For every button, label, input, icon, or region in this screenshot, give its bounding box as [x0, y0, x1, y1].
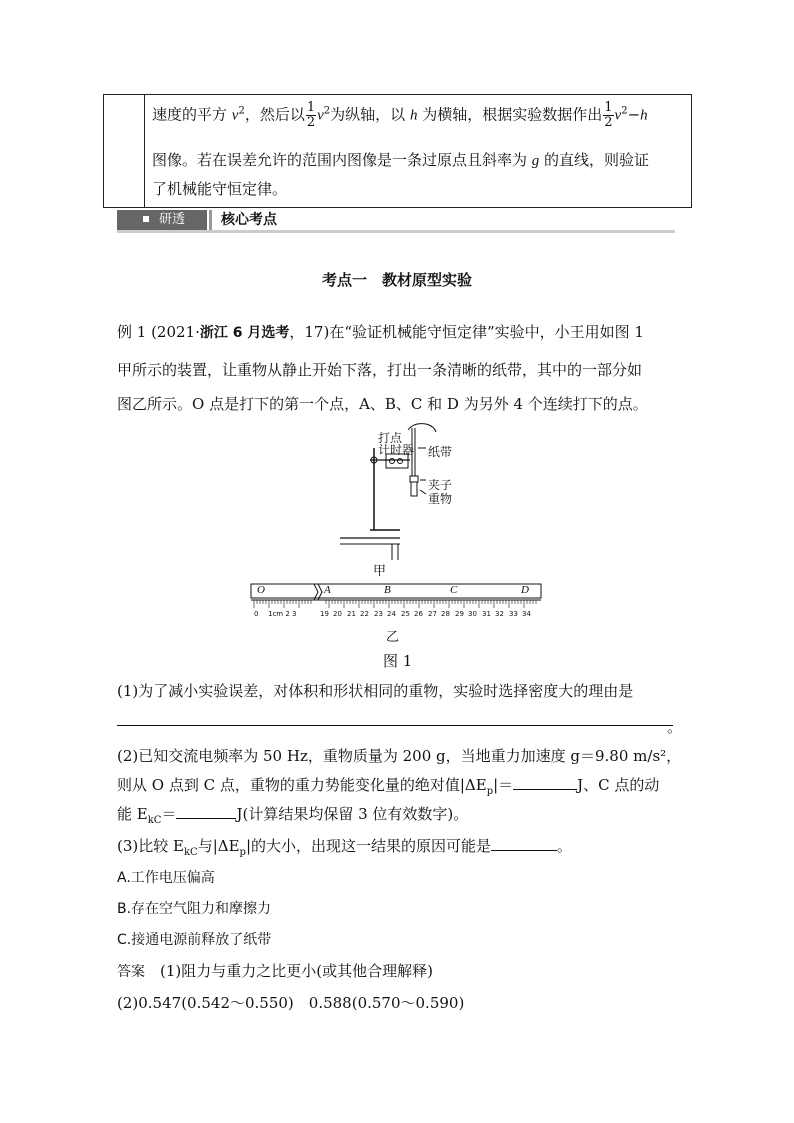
label-clip-weight: 夹子 重物	[428, 478, 453, 506]
text: −	[627, 105, 641, 124]
ruler-tick-label: 28	[441, 610, 450, 618]
question-2-line-3: 能 $E_{kC}= J$(计算结果均保留 3 位有效数字)。	[117, 805, 469, 826]
tape-point-d: D	[521, 584, 529, 596]
label-timer: 打点 计时器	[378, 431, 415, 457]
fraction-half: $\frac{1}{2}$	[604, 100, 613, 130]
var-v: v	[231, 107, 239, 124]
var-h: h	[640, 107, 648, 124]
table-line-1: 速度的平方 $v^2$，然后以 $\frac{1}{2}$ $v^2$为纵轴，以 h 为横轴，根据实验数据作出 $\frac{1}{2}$ $v^2-h$	[152, 100, 648, 130]
ruler-tick-label: 23	[374, 610, 383, 618]
tape-point-a: A	[324, 584, 331, 596]
blank-delta-ep[interactable]	[513, 788, 577, 790]
ruler-tick-label: 31	[482, 610, 491, 618]
example-line-2: 甲所示的装置，让重物从静止开始下落，打出一条清晰的纸带，其中的一部分如	[117, 361, 643, 379]
text: 速度的平方	[152, 105, 232, 124]
ruler-tick-label: 21	[347, 610, 356, 618]
ruler-tick-label: 1cm 2	[268, 610, 290, 618]
square-icon	[143, 216, 149, 222]
ruler-tick-label: 34	[522, 610, 531, 618]
option-b: B.存在空气阻力和摩擦力	[117, 901, 272, 917]
text: 图像。若在误差允许的范围内图像是一条过原点且斜率为	[152, 151, 532, 169]
ruler-tick-label: 26	[414, 610, 423, 618]
option-a: A.工作电压偏高	[117, 870, 215, 886]
blank-reason[interactable]	[491, 849, 557, 851]
answer-2: (2)0.547(0.542～0.550) 0.588(0.570～0.590)	[117, 994, 465, 1012]
example-source: 浙江 6 月选考	[199, 325, 290, 341]
ruler-tick-label: 33	[509, 610, 518, 618]
ruler-tick-label: 0	[254, 610, 259, 618]
tape-point-o: O	[257, 584, 265, 596]
ruler-tick-label: 32	[495, 610, 504, 618]
label-tape: 纸带	[428, 445, 453, 459]
answer-line-1[interactable]	[117, 725, 673, 726]
blank-ekc[interactable]	[176, 817, 236, 819]
table-line-2	[152, 149, 649, 170]
answer-1: (1)阻力与重力之比更小(或其他合理解释)	[160, 962, 433, 980]
answer-line-1-text	[117, 960, 433, 981]
ruler-tick-label: 27	[428, 610, 437, 618]
var-v: v	[317, 107, 324, 124]
banner-rule	[117, 230, 675, 233]
question-1-end: 。	[667, 718, 683, 736]
text: 为纵轴，以	[330, 105, 410, 124]
ruler-tick-labels	[250, 610, 545, 622]
ruler-tick-label: 25	[401, 610, 410, 618]
banner-separator	[209, 210, 212, 230]
ruler-tick-label: 3	[292, 610, 297, 618]
section-title: 考点一 教材原型实验	[321, 271, 472, 289]
var-v: v	[614, 107, 622, 124]
ruler-tick-label: 22	[360, 610, 369, 618]
section-banner	[117, 210, 675, 232]
var-h: h	[409, 107, 418, 124]
table-line-3: 了机械能守恒定律。	[152, 180, 288, 198]
question-2-line-2: 则从 O 点到 C 点，重物的重力势能变化量的绝对值$|\Delta E_p|= J$、C 点的动	[117, 776, 660, 797]
text: ，然后以	[244, 105, 305, 124]
example-line-1: 例 1 (2021·浙江 6 月选考，17)在“验证机械能守恒定律”实验中，小王用如图 1	[117, 323, 644, 341]
figure-caption: 图 1	[383, 652, 413, 670]
option-c: C.接通电源前释放了纸带	[117, 932, 272, 948]
question-3: (3)比较 $E_{kC}$与$|\Delta E_p|$的大小，出现这一结果的原因可能是 。	[117, 837, 573, 858]
tape-point-b: B	[384, 584, 391, 596]
ruler-tick-label: 19	[320, 610, 329, 618]
example-line-3: 图乙所示。O 点是打下的第一个点，A、B、C 和 D 为另外 4 个连续打下的点。	[117, 395, 648, 413]
ruler-tick-label: 30	[468, 610, 477, 618]
answer-label: 答案	[117, 964, 145, 980]
table-column-divider	[144, 95, 145, 207]
ruler-tick-label: 20	[333, 610, 342, 618]
text: 的直线，则验证	[539, 151, 650, 169]
tape-point-c: C	[450, 584, 458, 596]
text: 为横轴，根据实验数据作出	[417, 105, 603, 124]
banner-tag: 研透	[117, 210, 207, 230]
fraction-half: $\frac{1}{2}$	[306, 100, 316, 130]
question-1: (1)为了减小实验误差，对体积和形状相同的重物，实验时选择密度大的理由是	[117, 682, 634, 700]
ruler-tick-label: 24	[387, 610, 396, 618]
ruler-tick-label: 29	[455, 610, 464, 618]
caption-jia: 甲	[373, 564, 387, 579]
question-2-line-1: (2)已知交流电频率为 50 Hz，重物质量为 200 g，当地重力加速度 g＝9.80 m/s²，	[117, 747, 682, 765]
var-g: g	[531, 153, 540, 169]
banner-title: 核心考点	[221, 212, 277, 228]
caption-yi: 乙	[386, 630, 400, 645]
